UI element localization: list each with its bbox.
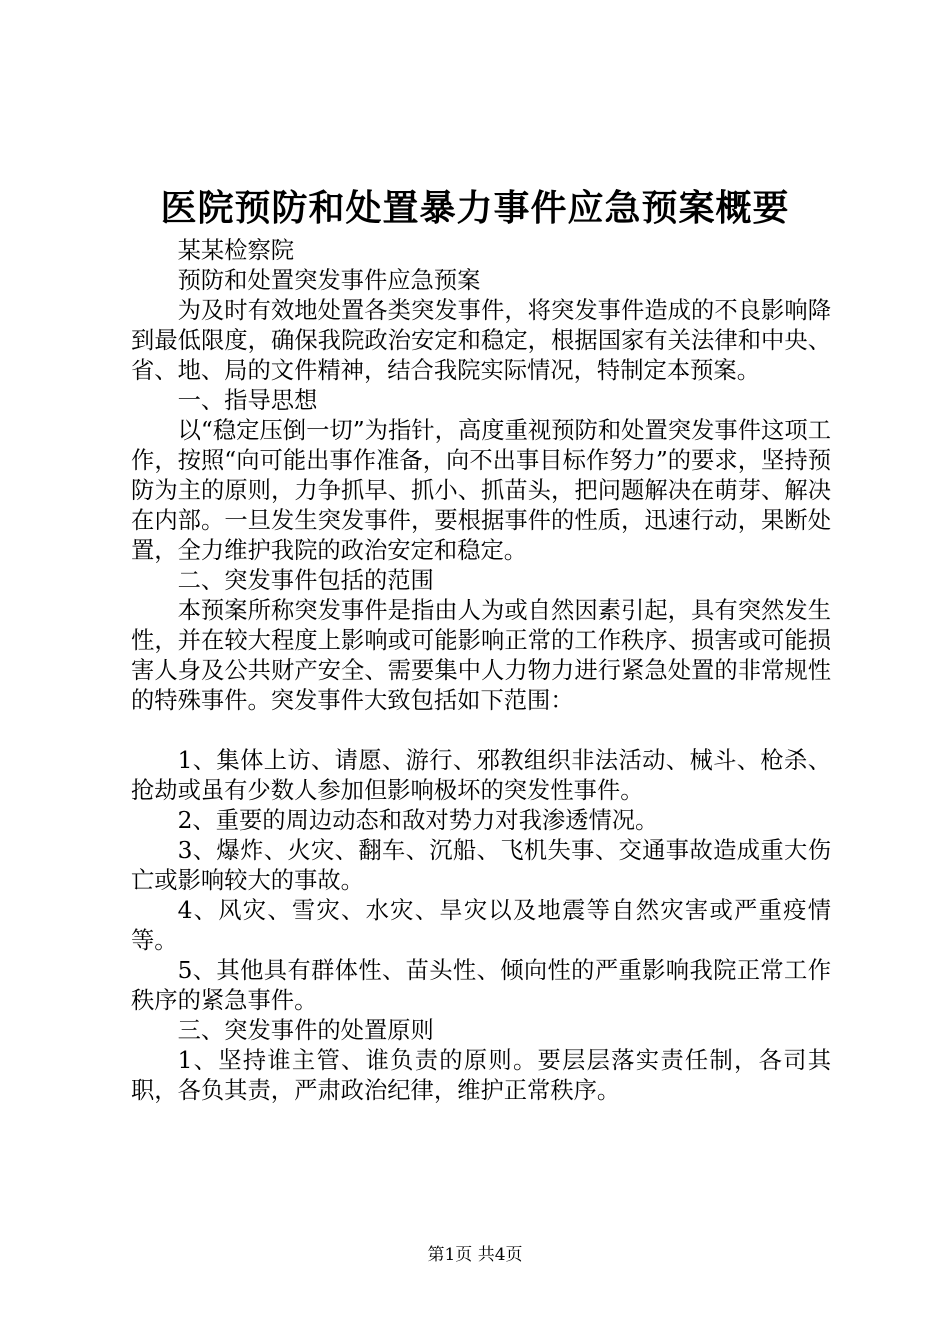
paragraph-organization: 某某检察院	[177, 237, 295, 264]
section-heading-3: 三、突发事件的处置原则	[177, 1017, 434, 1044]
list-item-principle-1: 1、坚持谁主管、谁负责的原则。要层层落实责任制，各司其职，各负其责，严肃政治纪律，维护正常秩序。	[131, 1047, 831, 1104]
list-item-scope-3: 3、爆炸、火灾、翻车、沉船、飞机失事、交通事故造成重大伤亡或影响较大的事故。	[131, 837, 831, 894]
paragraph-scope: 本预案所称突发事件是指由人为或自然因素引起，具有突然发生性，并在较大程度上影响或可能影响正常的工作秩序、损害或可能损害人身及公共财产安全、需要集中人力物力进行紧急处置的非常规性的特殊事件。突发事件大致包括如下范围：	[131, 597, 831, 714]
list-item-scope-4: 4、风灾、雪灾、水灾、旱灾以及地震等自然灾害或严重疫情等。	[131, 897, 831, 954]
list-item-scope-2: 2、重要的周边动态和敌对势力对我渗透情况。	[177, 807, 659, 834]
paragraph-guiding-thought: 以“稳定压倒一切”为指针，高度重视预防和处置突发事件这项工作，按照“向可能出事作准备，向不出事目标作努力”的要求，坚持预防为主的原则，力争抓早、抓小、抓苗头，把问题解决在萌芽、解决在内部。一旦发生突发事件，要根据事件的性质，迅速行动，果断处置，全力维护我院的政治安定和稳定。	[131, 417, 831, 564]
section-heading-1: 一、指导思想	[177, 387, 318, 414]
list-item-scope-5: 5、其他具有群体性、苗头性、倾向性的严重影响我院正常工作秩序的紧急事件。	[131, 957, 831, 1014]
document-body	[131, 236, 831, 1106]
page-footer	[0, 1244, 950, 1266]
section-heading-2: 二、突发事件包括的范围	[177, 567, 434, 594]
page-total: 共4页	[477, 1245, 523, 1265]
page-number: 第1页	[427, 1245, 473, 1265]
paragraph-plan-name: 预防和处置突发事件应急预案	[177, 267, 481, 294]
list-item-scope-1: 1、集体上访、请愿、游行、邪教组织非法活动、械斗、枪杀、抢劫或虽有少数人参加但影响极坏的突发性事件。	[131, 747, 831, 804]
document-title: 医院预防和处置暴力事件应急预案概要	[160, 187, 790, 229]
paragraph-intro: 为及时有效地处置各类突发事件，将突发事件造成的不良影响降到最低限度，确保我院政治安定和稳定，根据国家有关法律和中央、省、地、局的文件精神，结合我院实际情况，特制定本预案。	[131, 297, 831, 384]
